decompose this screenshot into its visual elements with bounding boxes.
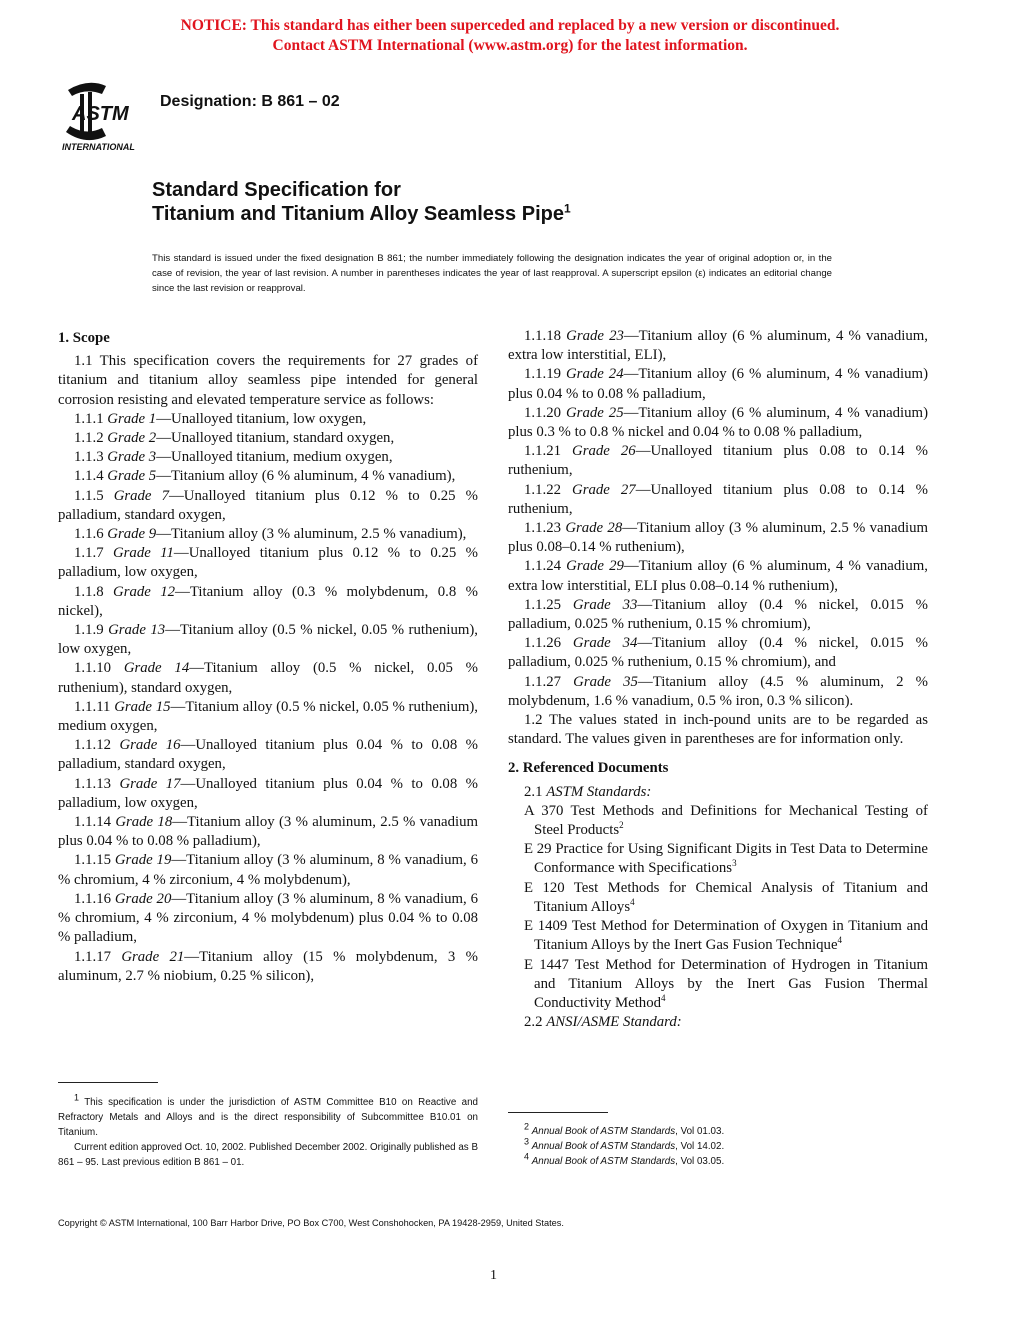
grade-item: 1.1.15 Grade 19—Titanium alloy (3 % aluminum, 8 % vanadium, 6 % chromium, 4 % zirconium, 4 % molybdenum), (58, 852, 478, 888)
grade-item: 1.1.10 Grade 14—Titanium alloy (0.5 % nickel, 0.05 % ruthenium), standard oxygen, (58, 660, 478, 696)
grade-item: 1.1.7 Grade 11—Unalloyed titanium plus 0.12 % to 0.25 % palladium, low oxygen, (58, 545, 478, 581)
issuance-note: This standard is issued under the fixed designation B 861; the number immediately following the designation indicates the year of original adoption or, in the case of revision, the year of last revision. A number in parentheses indicates the year of last reapproval. A superscript epsilon (ε) indicates an editorial change since the last revision or reapproval. (152, 253, 832, 294)
document-title (152, 178, 571, 226)
referenced-doc-item: E 1447 Test Method for Determination of Hydrogen in Titanium and Titanium Alloys by the Inert Gas Fusion Thermal Conductivity Method$^4$ (524, 956, 928, 1011)
referenced-doc-item: E 1409 Test Method for Determination of Oxygen in Titanium and Titanium Alloys by the Inert Gas Fusion Technique$^4$ (524, 918, 928, 954)
grade-item: 1.1.20 Grade 25—Titanium alloy (6 % aluminum, 4 % vanadium) plus 0.3 % to 0.8 % nickel and 0.04 % to 0.08 % palladium, (508, 404, 928, 441)
notice-banner (0, 16, 1020, 56)
designation: Designation: B 861 – 02 (160, 93, 340, 110)
grade-item: 1.1.22 Grade 27—Unalloyed titanium plus 0.08 to 0.14 % ruthenium, (508, 481, 928, 517)
copyright-line: Copyright © ASTM International, 100 Barr Harbor Drive, PO Box C700, West Conshohocken, PA 19428-2959, United States. (58, 1218, 564, 1228)
grade-item: 1.1.16 Grade 20—Titanium alloy (3 % aluminum, 8 % vanadium, 6 % chromium, 4 % zirconium, 4 % molybdenum) plus 0.04 % to 0.08 % palladium, (58, 890, 478, 946)
grade-item: 1.1.12 Grade 16—Unalloyed titanium plus 0.04 % to 0.08 % palladium, standard oxygen, (58, 737, 479, 773)
column-right (508, 327, 928, 1032)
footnote-1: $^1$ This specification is under the jurisdiction of ASTM Committee B10 on Reactive and Refractory Metals and Alloys and is the direct responsibility of Subcommittee B10.01 on Titanium. (58, 1092, 478, 1138)
subsection-2-1: 2.1 ASTM Standards: (524, 783, 652, 800)
notice-line-1: NOTICE: This standard has either been superceded and replaced by a new version or discontinued. (180, 17, 840, 34)
grade-item: 1.1.1 Grade 1—Unalloyed titanium, low oxygen, (74, 410, 367, 427)
scope-paragraph-1-2: 1.2 The values stated in inch-pound units are to be regarded as standard. The values given in parentheses are for information only. (508, 712, 928, 748)
grade-list-right (508, 327, 928, 711)
grade-item: 1.1.23 Grade 28—Titanium alloy (3 % aluminum, 2.5 % vanadium plus 0.08–0.14 % ruthenium), (508, 520, 929, 556)
page-number: 1 (490, 1268, 497, 1283)
grade-item: 1.1.8 Grade 12—Titanium alloy (0.3 % molybdenum, 0.8 % nickel), (58, 583, 478, 619)
referenced-doc-item: E 120 Test Methods for Chemical Analysis of Titanium and Titanium Alloys$^4$ (524, 879, 928, 915)
subsection-2-2: 2.2 ANSI/ASME Standard: (524, 1014, 682, 1031)
title-line-2: Titanium and Titanium Alloy Seamless Pipe$^1$ (152, 201, 571, 225)
grade-item: 1.1.19 Grade 24—Titanium alloy (6 % aluminum, 4 % vanadium) plus 0.04 % to 0.08 % palladium, (508, 366, 928, 402)
astm-logo (58, 80, 148, 152)
referenced-docs-list (508, 802, 928, 1013)
footnote-4: $^4$ Annual Book of ASTM Standards, Vol 03.05. (524, 1151, 725, 1167)
footnotes-right (508, 1121, 928, 1169)
title-line-1: Standard Specification for (152, 179, 401, 201)
scope-paragraph-1-1: 1.1 This specification covers the requirements for 27 grades of titanium and titanium alloy seamless pipe intended for general corrosion resisting and elevated temperature service as follows: (58, 353, 478, 408)
grade-item: 1.1.13 Grade 17—Unalloyed titanium plus 0.04 % to 0.08 % palladium, low oxygen, (58, 775, 479, 811)
grade-item: 1.1.27 Grade 35—Titanium alloy (4.5 % aluminum, 2 % molybdenum, 1.6 % vanadium, 0.5 % iron, 0.3 % silicon). (508, 673, 928, 709)
grade-list-left (58, 410, 478, 986)
grade-item: 1.1.9 Grade 13—Titanium alloy (0.5 % nickel, 0.05 % ruthenium), low oxygen, (58, 622, 479, 658)
grade-item: 1.1.21 Grade 26—Unalloyed titanium plus 0.08 to 0.14 % ruthenium, (508, 443, 928, 479)
astm-logo-text: ASTM (72, 103, 129, 125)
footnotes-left (58, 1092, 478, 1170)
referenced-doc-item: A 370 Test Methods and Definitions for Mechanical Testing of Steel Products$^2$ (524, 802, 928, 839)
notice-line-2: Contact ASTM International (www.astm.org) for the latest information. (272, 37, 748, 54)
footnote-divider-right (508, 1112, 608, 1113)
grade-item: 1.1.14 Grade 18—Titanium alloy (3 % aluminum, 2.5 % vanadium plus 0.04 % to 0.08 % palladium), (58, 814, 479, 850)
section-heading-scope: 1. Scope (58, 330, 110, 346)
column-left (58, 327, 478, 986)
footnote-1-edition: Current edition approved Oct. 10, 2002. Published December 2002. Originally published as B 861 – 95. Last previous edition B 861 – 01. (58, 1142, 478, 1168)
section-heading-referenced-documents: 2. Referenced Documents (508, 760, 669, 777)
grade-item: 1.1.4 Grade 5—Titanium alloy (6 % aluminum, 4 % vanadium), (74, 468, 456, 485)
grade-item: 1.1.17 Grade 21—Titanium alloy (15 % molybdenum, 3 % aluminum, 2.7 % niobium, 0.25 % silicon), (58, 948, 478, 984)
grade-item: 1.1.18 Grade 23—Titanium alloy (6 % aluminum, 4 % vanadium, extra low interstitial, ELI), (508, 328, 928, 364)
referenced-doc-item: E 29 Practice for Using Significant Digits in Test Data to Determine Conformance with Specifications$^3$ (524, 841, 928, 877)
grade-item: 1.1.6 Grade 9—Titanium alloy (3 % aluminum, 2.5 % vanadium), (74, 526, 467, 543)
grade-item: 1.1.2 Grade 2—Unalloyed titanium, standard oxygen, (74, 430, 395, 447)
footnote-3: $^3$ Annual Book of ASTM Standards, Vol 14.02. (524, 1136, 725, 1152)
grade-item: 1.1.25 Grade 33—Titanium alloy (0.4 % nickel, 0.015 % palladium, 0.025 % ruthenium, 0.15 % chromium), (508, 596, 929, 633)
grade-item: 1.1.3 Grade 3—Unalloyed titanium, medium oxygen, (74, 449, 393, 466)
grade-item: 1.1.24 Grade 29—Titanium alloy (6 % aluminum, 4 % vanadium, extra low interstitial, ELI plus 0.08–0.14 % ruthenium), (508, 558, 928, 594)
title-footnote-ref: 1 (563, 201, 571, 216)
astm-logo-subtext: INTERNATIONAL (62, 142, 135, 152)
grade-item: 1.1.5 Grade 7—Unalloyed titanium plus 0.12 % to 0.25 % palladium, standard oxygen, (58, 487, 478, 523)
footnote-divider-left (58, 1082, 158, 1083)
grade-item: 1.1.26 Grade 34—Titanium alloy (0.4 % nickel, 0.015 % palladium, 0.025 % ruthenium, 0.15 % chromium), and (508, 635, 929, 671)
footnote-2: $^2$ Annual Book of ASTM Standards, Vol 01.03. (524, 1121, 725, 1137)
grade-item: 1.1.11 Grade 15—Titanium alloy (0.5 % nickel, 0.05 % ruthenium), medium oxygen, (58, 698, 478, 735)
